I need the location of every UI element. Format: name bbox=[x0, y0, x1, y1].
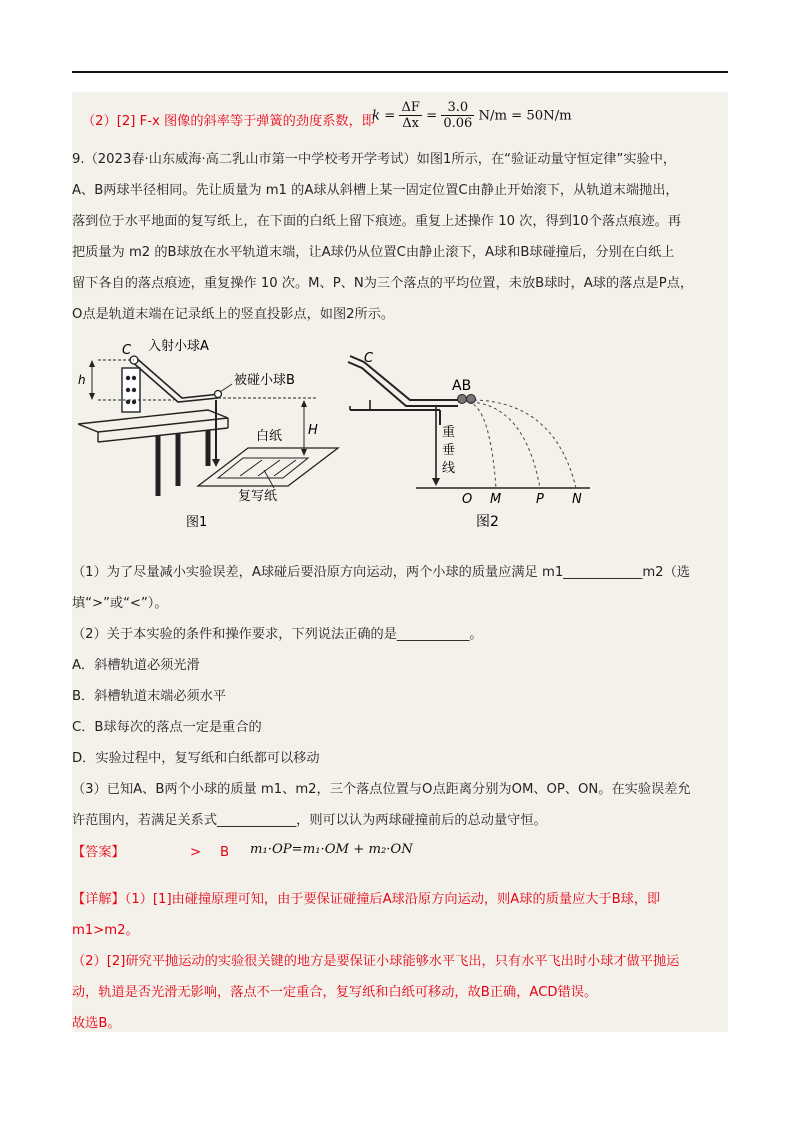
answer-2: B bbox=[220, 845, 230, 860]
option-b: B．斜槽轨道末端必须水平 bbox=[72, 689, 227, 704]
question-line: A、B两球半径相同。先让质量为 m1 的A球从斜槽上某一固定位置C由静止开始滚下，从轨道末端抛出， bbox=[72, 183, 679, 198]
fig2-label-ab: AB bbox=[452, 378, 472, 394]
fig2-point-label: N bbox=[572, 492, 582, 507]
subquestion-1-line: 填“>”或“<”）。 bbox=[72, 596, 168, 611]
subquestion-3-line: 许范围内，若满足关系式____________，则可以认为两球碰撞前后的总动量守恒。 bbox=[72, 813, 547, 828]
option-c: C．B球每次的落点一定是重合的 bbox=[72, 720, 262, 735]
fig2-plumb-label: 垂 bbox=[442, 443, 456, 458]
fig2-plumb-label: 线 bbox=[442, 461, 456, 476]
fig1-caption: 图1 bbox=[186, 515, 208, 530]
fig2-point-label: P bbox=[536, 492, 544, 507]
subquestion-3-line: （3）已知A、B两个小球的质量 m1、m2，三个落点位置与O点距离分别为OM、OP、ON。在实验误差允 bbox=[72, 782, 691, 797]
header-rule bbox=[72, 71, 728, 73]
option-a: A．斜槽轨道必须光滑 bbox=[72, 658, 200, 673]
fig1-label-target: 被碰小球B bbox=[234, 373, 295, 388]
answer-line bbox=[72, 843, 732, 863]
fig1-label-paper: 白纸 bbox=[256, 429, 283, 444]
question-line: 9.（2023春·山东威海·高二乳山市第一中学校考开学考试）如图1所示，在“验证动量守恒定律”实验中， bbox=[72, 152, 677, 167]
question-line: 落到位于水平地面的复写纸上，在下面的白纸上留下痕迹。重复上述操作 10 次，得到10个落点痕迹。再 bbox=[72, 214, 682, 229]
fig2-label-c: C bbox=[364, 351, 374, 366]
question-line: 留下各自的落点痕迹，重复操作 10 次。M、P、N为三个落点的平均位置，未放B球时，A球的落点是P点， bbox=[72, 276, 694, 291]
detail-line: 【详解】（1）[1]由碰撞原理可知，由于要保证碰撞后A球沿原方向运动，则A球的质量应大于B球，即 bbox=[72, 892, 661, 907]
fig1-label-carbon: 复写纸 bbox=[238, 489, 278, 504]
fig2-plumb-label: 重 bbox=[442, 425, 456, 440]
fig1-label-incident: 入射小球A bbox=[148, 339, 209, 354]
question-line: O点是轨道末端在记录纸上的竖直投影点，如图2所示。 bbox=[72, 307, 395, 322]
detail-line: （2）[2]研究平抛运动的实验很关键的地方是要保证小球能够水平飞出，只有水平飞出时小球才做平抛运 bbox=[72, 954, 680, 969]
fig1-label-H: H bbox=[308, 423, 318, 438]
fig1-label-h: h bbox=[78, 373, 86, 387]
answer-3-formula: m₁·OP=m₁·OM + m₂·ON bbox=[250, 842, 413, 857]
option-d: D．实验过程中，复写纸和白纸都可以移动 bbox=[72, 751, 320, 766]
fig2-point-label: M bbox=[490, 492, 502, 507]
fig1-label-c: C bbox=[122, 343, 132, 358]
subquestion-1-line: （1）为了尽量减小实验误差，A球碰后要沿原方向运动，两个小球的质量应满足 m1____________m2（选 bbox=[72, 565, 690, 580]
answer-label: 【答案】 bbox=[72, 845, 125, 860]
subquestion-2: （2）关于本实验的条件和操作要求，下列说法正确的是___________。 bbox=[72, 627, 483, 642]
spring-constant-formula: k = $\frac{\Delta F}{\Delta x}$ = $\frac{3.0}{0.06}$ N/m = 50N/m bbox=[372, 100, 572, 131]
answer-1: > bbox=[190, 845, 202, 860]
fig2-caption: 图2 bbox=[476, 514, 499, 530]
detail-line: 动，轨道是否光滑无影响，落点不一定重合，复写纸和白纸可移动，故B正确，ACD错误。 bbox=[72, 985, 598, 1000]
figure-2-landing-points bbox=[340, 350, 600, 535]
detail-line: 故选B。 bbox=[72, 1016, 121, 1031]
prev-answer-label: （2）[2] F-x 图像的斜率等于弹簧的劲度系数，即 bbox=[82, 114, 375, 129]
prev-answer-line bbox=[72, 100, 732, 134]
fig2-point-label: O bbox=[462, 492, 473, 507]
question-line: 把质量为 m2 的B球放在水平轨道末端，让A球仍从位置C由静止滚下，A球和B球碰撞后，分别在白纸上 bbox=[72, 245, 675, 260]
figure-1-apparatus bbox=[78, 336, 348, 536]
detail-line: m1>m2。 bbox=[72, 923, 139, 938]
